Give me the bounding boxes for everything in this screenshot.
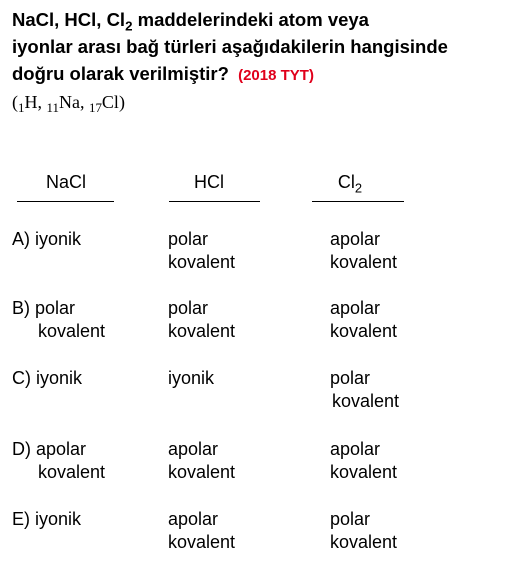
column-header-nacl: NaCl [45, 172, 86, 192]
option-a-nacl[interactable]: A) iyonik [12, 229, 82, 249]
atomic-numbers: ($_1H$, $_{11}$Na, $_{17}$Cl) [12, 92, 125, 115]
column-header-cl2: $Cl_2$ [337, 172, 363, 196]
question-line-2: iyonlar arası bağ türleri aşağıdakilerin hangisinde [12, 36, 448, 57]
option-e-cl2: polar kovalent [330, 509, 398, 552]
option-a-hcl: polar kovalent [168, 229, 236, 272]
exam-source-tag: (2018 TYT) [238, 67, 314, 84]
column-header-hcl: HCl [194, 172, 224, 192]
option-b-hcl: polar kovalent [168, 298, 236, 341]
option-b-nacl[interactable]: B) polar kovalent [12, 298, 106, 341]
option-e-nacl[interactable]: E) iyonik [12, 509, 82, 529]
option-c-cl2: polar kovalent [330, 368, 400, 411]
option-b-cl2: apolar kovalent [330, 298, 398, 341]
option-e-hcl: apolar kovalent [168, 509, 236, 552]
option-a-cl2: apolar kovalent [330, 229, 398, 272]
option-c-nacl[interactable]: C) iyonik [12, 368, 83, 388]
question-stem [12, 6, 512, 89]
column-rule-cl2 [312, 201, 404, 202]
option-d-nacl[interactable]: D) apolar kovalent [12, 439, 106, 482]
option-d-cl2: apolar kovalent [330, 439, 398, 482]
question-line-1: NaCl, HCl, $Cl_2$ maddelerindeki atom veya [12, 9, 369, 34]
column-rule-hcl [169, 201, 260, 202]
option-d-hcl: apolar kovalent [168, 439, 236, 482]
question-line-3: doğru olarak verilmiştir? (2018 TYT) [12, 63, 314, 84]
option-c-hcl: iyonik [168, 368, 215, 388]
column-rule-nacl [17, 201, 114, 202]
